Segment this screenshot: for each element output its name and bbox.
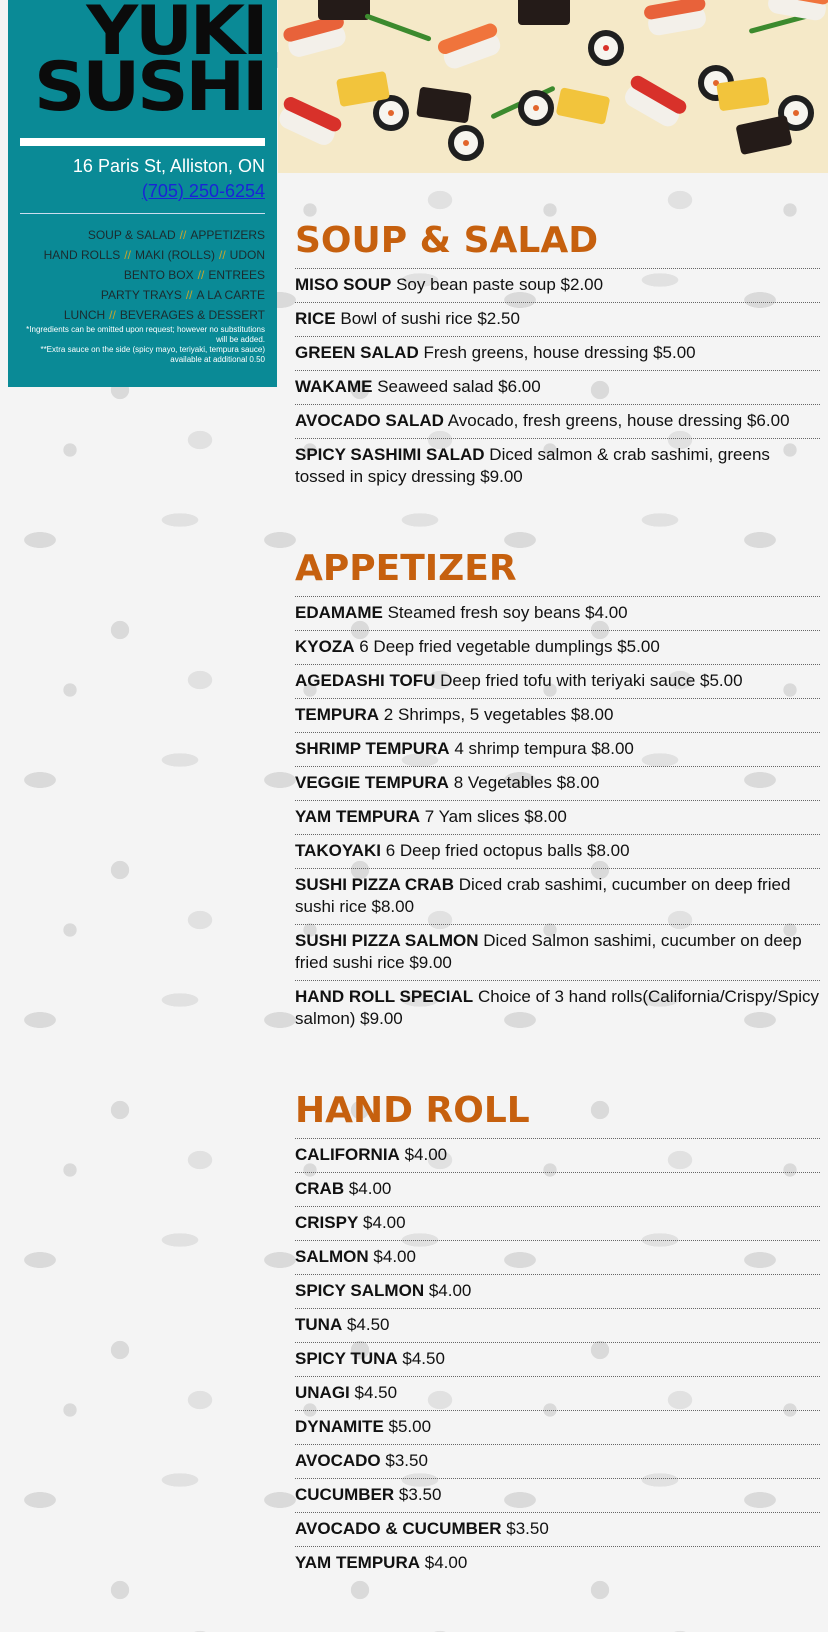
nav-separator: // (197, 268, 205, 282)
menu-item (295, 1512, 820, 1546)
menu-item-description: $4.50 (354, 1383, 398, 1402)
menu-item (295, 404, 820, 438)
menu-item-description: Choice of 3 hand rolls(California/Crispy/Spicy salmon) $9.00 (295, 987, 820, 1028)
nav-separator: // (109, 308, 116, 322)
nav-link[interactable]: HAND ROLLS (43, 248, 121, 262)
menu-item-description: 8 Vegetables $8.00 (453, 773, 600, 792)
menu-item-name: AGEDASHI TOFU (295, 671, 436, 690)
menu-item-name: SPICY SASHIMI SALAD (295, 445, 485, 464)
menu-item-name: TAKOYAKI (295, 841, 381, 860)
nav-link[interactable]: BEVERAGES & DESSERT (119, 308, 265, 322)
menu-item (295, 1410, 820, 1444)
category-nav (44, 225, 265, 325)
sushi-banner-image (278, 0, 828, 173)
menu-item-description: Steamed fresh soy beans $4.00 (387, 603, 628, 622)
logo-divider (20, 138, 265, 146)
nav-row (44, 265, 265, 285)
nav-separator: // (218, 248, 226, 262)
menu-item-description: $4.00 (363, 1213, 406, 1232)
menu-item-description: $4.00 (428, 1281, 472, 1300)
menu-item-description: $4.00 (424, 1553, 468, 1572)
menu-item (295, 1172, 820, 1206)
menu-item-name: SUSHI PIZZA SALMON (295, 931, 479, 950)
menu-item-description: 6 Deep fried octopus balls $8.00 (385, 841, 630, 860)
menu-item-name: TUNA (295, 1315, 343, 1334)
menu-item-name: MISO SOUP (295, 275, 392, 294)
menu-item-description: $5.00 (388, 1417, 432, 1436)
menu-item-description: Soy bean paste soup $2.00 (396, 275, 604, 294)
menu-item-description: $3.50 (506, 1519, 549, 1538)
note-ingredients: *Ingredients can be omitted upon request; however no substitutions will be added. (26, 325, 265, 344)
note-extra-sauce: **Extra sauce on the side (spicy mayo, teriyaki, tempura sauce) available at additional 0.50 (40, 345, 265, 364)
menu-item-description: 2 Shrimps, 5 vegetables $8.00 (383, 705, 614, 724)
menu-item-name: SUSHI PIZZA CRAB (295, 875, 454, 894)
menu-item-name: TEMPURA (295, 705, 380, 724)
menu-item-name: CALIFORNIA (295, 1145, 400, 1164)
nav-link[interactable]: MAKI (ROLLS) (134, 248, 215, 262)
nav-link[interactable]: UDON (229, 248, 265, 262)
menu-item (295, 1138, 820, 1172)
menu-section (295, 218, 820, 494)
menu-item (295, 1274, 820, 1308)
menu-item (295, 698, 820, 732)
phone-link[interactable]: (705) 250-6254 (141, 181, 265, 201)
menu-section (295, 546, 820, 1036)
nav-link[interactable]: APPETIZERS (190, 228, 265, 242)
menu-item-name: YAM TEMPURA (295, 807, 420, 826)
menu-item-name: HAND ROLL SPECIAL (295, 987, 474, 1006)
menu-item-name: AVOCADO SALAD (295, 411, 444, 430)
menu-item-description: $3.50 (398, 1485, 442, 1504)
menu-item-description: Diced Salmon sashimi, cucumber on deep fried sushi rice $9.00 (295, 931, 802, 972)
logo-line-2: SUSHI (33, 48, 265, 127)
menu-item-description: $3.50 (385, 1451, 428, 1470)
menu-item-description: 4 shrimp tempura $8.00 (454, 739, 634, 758)
menu-item-description: $4.00 (348, 1179, 392, 1198)
menu-content (295, 218, 820, 1632)
menu-item-description: Deep fried tofu with teriyaki sauce $5.00 (440, 671, 743, 690)
section-title: HAND ROLL (295, 1090, 530, 1131)
menu-item-description: 6 Deep fried vegetable dumplings $5.00 (359, 637, 660, 656)
nav-row (44, 305, 265, 325)
section-title: APPETIZER (295, 548, 517, 589)
menu-item (295, 302, 820, 336)
menu-item-name: GREEN SALAD (295, 343, 419, 362)
menu-item-name: SALMON (295, 1247, 369, 1266)
nav-link[interactable]: A LA CARTE (196, 288, 265, 302)
logo-line-1: YUKI (86, 0, 265, 71)
menu-section (295, 1088, 820, 1580)
menu-item (295, 268, 820, 302)
menu-item (295, 1240, 820, 1274)
menu-item (295, 732, 820, 766)
nav-link[interactable]: SOUP & SALAD (87, 228, 176, 242)
menu-item (295, 596, 820, 630)
menu-item-description: $4.50 (346, 1315, 390, 1334)
menu-item (295, 1206, 820, 1240)
menu-item-name: YAM TEMPURA (295, 1553, 420, 1572)
menu-item (295, 630, 820, 664)
address: 16 Paris St, Alliston, ON (72, 156, 265, 176)
menu-item (295, 1376, 820, 1410)
nav-row (44, 245, 265, 265)
menu-item (295, 370, 820, 404)
menu-item (295, 336, 820, 370)
menu-item-description: Avocado, fresh greens, house dressing $6.00 (447, 411, 790, 430)
nav-row (44, 225, 265, 245)
menu-item-name: WAKAME (295, 377, 373, 396)
menu-item (295, 980, 820, 1036)
nav-separator: // (124, 248, 131, 262)
nav-link[interactable]: BENTO BOX (123, 268, 194, 282)
menu-item-description: $4.50 (402, 1349, 445, 1368)
nav-row (44, 285, 265, 305)
menu-item-name: AVOCADO & CUCUMBER (295, 1519, 502, 1538)
menu-item-name: KYOZA (295, 637, 355, 656)
section-title: SOUP & SALAD (295, 220, 599, 261)
menu-item-name: SPICY SALMON (295, 1281, 425, 1300)
menu-item (295, 1342, 820, 1376)
menu-item-description: Fresh greens, house dressing $5.00 (423, 343, 696, 362)
menu-item (295, 1478, 820, 1512)
menu-item-name: RICE (295, 309, 336, 328)
menu-item (295, 766, 820, 800)
menu-item-name: CRAB (295, 1179, 345, 1198)
menu-item-description: Diced crab sashimi, cucumber on deep fried sushi rice $8.00 (295, 875, 791, 916)
menu-item-name: CUCUMBER (295, 1485, 395, 1504)
menu-item (295, 1546, 820, 1580)
menu-item (295, 924, 820, 980)
menu-item-name: CRISPY (295, 1213, 359, 1232)
menu-item-description: $4.00 (373, 1247, 416, 1266)
menu-item-name: VEGGIE TEMPURA (295, 773, 449, 792)
menu-item-description: Diced salmon & crab sashimi, greens tossed in spicy dressing $9.00 (295, 445, 770, 486)
menu-item-description: Seaweed salad $6.00 (377, 377, 541, 396)
menu-item-description: 7 Yam slices $8.00 (424, 807, 567, 826)
nav-link[interactable]: ENTREES (208, 268, 265, 282)
nav-link[interactable]: LUNCH (63, 308, 106, 322)
menu-item-name: SHRIMP TEMPURA (295, 739, 450, 758)
menu-item (295, 1444, 820, 1478)
nav-link[interactable]: PARTY TRAYS (100, 288, 182, 302)
menu-item (295, 868, 820, 924)
menu-item (295, 800, 820, 834)
menu-item (295, 664, 820, 698)
menu-item-description: $4.00 (404, 1145, 448, 1164)
divider (20, 213, 265, 214)
logo (33, 0, 265, 127)
header-panel (8, 0, 277, 387)
menu-item-description: Bowl of sushi rice $2.50 (340, 309, 520, 328)
menu-item-name: SPICY TUNA (295, 1349, 398, 1368)
menu-item (295, 1308, 820, 1342)
nav-separator: // (185, 288, 193, 302)
menu-item-name: DYNAMITE (295, 1417, 384, 1436)
menu-item-name: EDAMAME (295, 603, 383, 622)
menu-item (295, 834, 820, 868)
menu-item-name: UNAGI (295, 1383, 350, 1402)
menu-notes (15, 325, 265, 365)
nav-separator: // (179, 228, 187, 242)
menu-item (295, 438, 820, 494)
menu-item-name: AVOCADO (295, 1451, 381, 1470)
